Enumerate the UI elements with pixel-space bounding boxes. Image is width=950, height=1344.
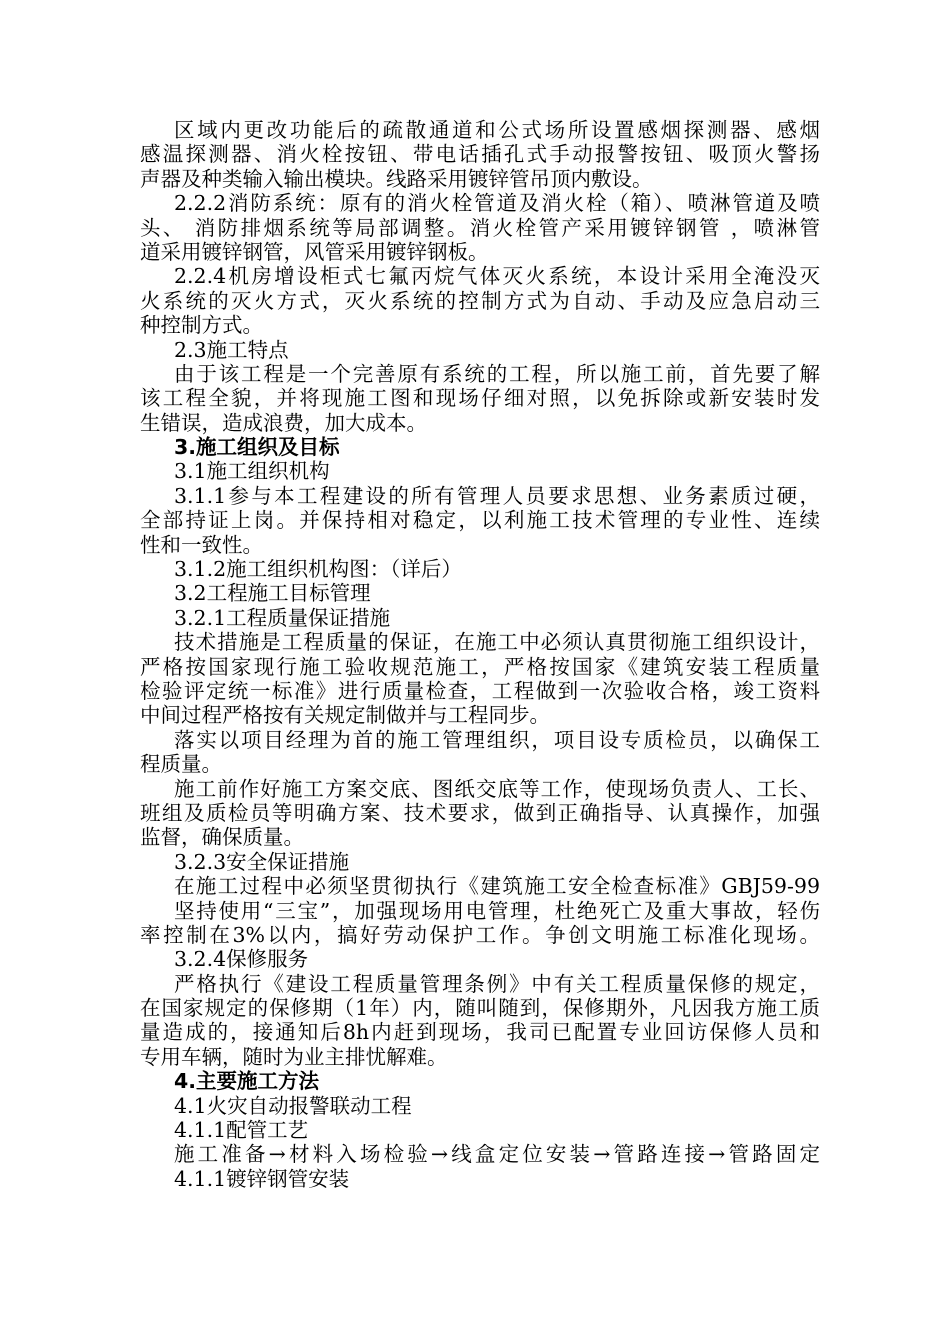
- text-line: 技术措施是工程质量的保证，在施工中必须认真贯彻施工组织设计，: [174, 630, 820, 655]
- section-heading: 3.施工组织及目标: [174, 435, 340, 460]
- text-line: 种控制方式。: [140, 313, 263, 338]
- text-line: 由于该工程是一个完善原有系统的工程，所以施工前，首先要了解: [174, 361, 820, 386]
- text-line: 区域内更改功能后的疏散通道和公式场所设置感烟探测器、感烟: [174, 118, 820, 142]
- text-line: 火系统的灭火方式，灭火系统的控制方式为自动、手动及应急启动三: [140, 288, 820, 313]
- text-line: 严格执行《建设工程质量管理条例》中有关工程质量保修的规定，: [174, 971, 820, 996]
- text-line: 监督，确保质量。: [140, 825, 304, 850]
- text-line: 声器及种类输入输出模块。线路采用镀锌管吊顶内敷设。: [140, 166, 653, 191]
- text-line: 3.1.2施工组织机构图：（详后）: [174, 557, 462, 582]
- text-line: 3.2.1工程质量保证措施: [174, 605, 391, 630]
- text-line: 班组及质检员等明确方案、技术要求，做到正确指导、认真操作，加强: [140, 800, 820, 825]
- text-line: 4.1火灾自动报警联动工程: [174, 1093, 412, 1118]
- text-line: 头、 消防排烟系统等局部调整。消火栓管产采用镀锌钢管 ，喷淋管: [140, 215, 820, 240]
- text-line: 落实以项目经理为首的施工管理组织，项目设专质检员，以确保工: [174, 727, 820, 752]
- text-line: 中间过程严格按有关规定制做并与工程同步。: [140, 703, 550, 728]
- text-line: 施工前作好施工方案交底、图纸交底等工作，使现场负责人、工长、: [174, 776, 820, 801]
- text-line: 3.2.4保修服务: [174, 947, 309, 972]
- text-line: 2.2.2消防系统：原有的消火栓管道及消火栓（箱）、喷淋管道及喷: [174, 191, 820, 216]
- text-line: 感温探测器、消火栓按钮、带电话插孔式手动报警按钮、吸顶火警扬: [140, 142, 820, 167]
- text-line: 在国家规定的保修期（1年）内，随叫随到，保修期外，凡因我方施工质: [140, 996, 820, 1021]
- text-line: 全部持证上岗。并保持相对稳定，以利施工技术管理的专业性、连续: [140, 508, 820, 533]
- text-line: 道采用镀锌钢管，风管采用镀锌钢板。: [140, 239, 489, 264]
- section-heading: 4.主要施工方法: [174, 1069, 320, 1094]
- text-line: 程质量。: [140, 752, 222, 777]
- text-line: 专用车辆，随时为业主排忧解难。: [140, 1044, 448, 1069]
- text-line: 3.1.1参与本工程建设的所有管理人员要求思想、业务素质过硬，: [174, 483, 820, 508]
- text-line: 3.1施工组织机构: [174, 459, 330, 484]
- text-line: 2.3施工特点: [174, 337, 289, 362]
- text-line: 在施工过程中必须坚贯彻执行《建筑施工安全检查标准》GBJ59-99: [174, 874, 820, 899]
- text-line: 3.2.3安全保证措施: [174, 849, 350, 874]
- text-line: 量造成的，接通知后8h内赶到现场，我司已配置专业回访保修人员和: [140, 1020, 820, 1045]
- text-line: 4.1.1镀锌钢管安装: [174, 1166, 350, 1191]
- text-line: 性和一致性。: [140, 532, 263, 557]
- document-body: [140, 118, 820, 1191]
- text-line: 3.2工程施工目标管理: [174, 581, 371, 606]
- text-line: 该工程全貌，并将现施工图和现场仔细对照，以免拆除或新安装时发: [140, 386, 820, 411]
- text-line: 施工准备→材料入场检验→线盒定位安装→管路连接→管路固定: [174, 1142, 820, 1167]
- text-line: 严格按国家现行施工验收规范施工，严格按国家《建筑安装工程质量: [140, 654, 820, 679]
- text-line: 4.1.1配管工艺: [174, 1118, 309, 1143]
- text-line: 生错误，造成浪费，加大成本。: [140, 410, 427, 435]
- text-line: 2.2.4机房增设柜式七氟丙烷气体灭火系统，本设计采用全淹没灭: [174, 264, 820, 289]
- text-line: 检验评定统一标准》进行质量检查，工程做到一次验收合格，竣工资料: [140, 678, 820, 703]
- text-line: 坚持使用“三宝”，加强现场用电管理，杜绝死亡及重大事故，轻伤: [174, 898, 820, 923]
- text-line: 率控制在3%以内，搞好劳动保护工作。争创文明施工标准化现场。: [140, 922, 820, 947]
